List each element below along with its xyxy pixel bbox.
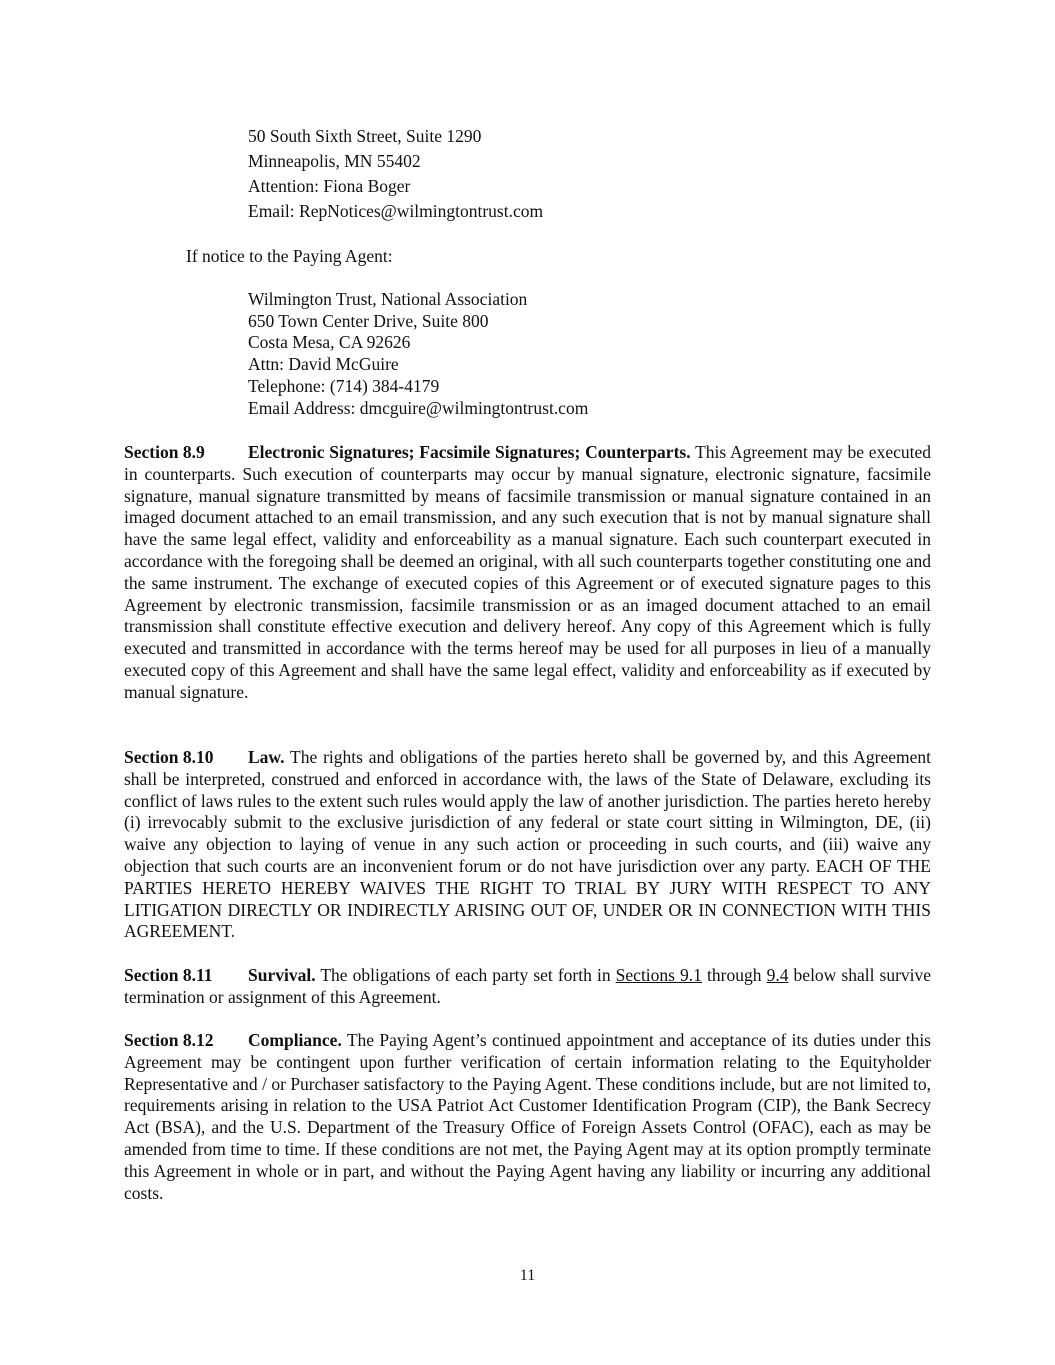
address-block-recipient	[248, 124, 543, 224]
section-number: Section 8.10	[124, 747, 214, 767]
section-body: The Paying Agent’s continued appointment and acceptance of its duties under this Agreement may be contingent upon further verification of certain information relating to the Equityholder Representative and / or Purchaser satisfactory to the Paying Agent. These conditions include, but are not limited to, requirements arising in relation to the USA Patriot Act Customer Identification Program (CIP), the Bank Secrecy Act (BSA), and the U.S. Department of the Treasury Office of Foreign Assets Control (OFAC), each as may be amended from time to time. If these conditions are not met, the Paying Agent may at its option promptly terminate this Agreement in whole or in part, and without the Paying Agent having any liability or incurring any additional costs.	[124, 1030, 931, 1203]
section-body: The rights and obligations of the parties hereto shall be governed by, and this Agreement shall be interpreted, construed and enforced in accordance with, the laws of the State of Delaware, excluding its conflict of laws rules to the extent such rules would apply the law of another jurisdiction. The parties hereto hereby (i) irrevocably submit to the exclusive jurisdiction of any federal or state court sitting in Wilmington, DE, (ii) waive any objection to laying of venue in any such action or proceeding in such courts, and (iii) waive any objection that such courts are an inconvenient forum or do not have jurisdiction over any party. EACH OF THE PARTIES HERETO HEREBY WAIVES THE RIGHT TO TRIAL BY JURY WITH RESPECT TO ANY LITIGATION DIRECTLY OR INDIRECTLY ARISING OUT OF, UNDER OR IN CONNECTION WITH THIS AGREEMENT.	[124, 747, 931, 942]
section-8-11	[124, 965, 931, 1009]
section-title: Survival.	[248, 965, 316, 985]
cross-reference-link[interactable]: 9.4	[766, 965, 789, 985]
paying-agent-intro: If notice to the Paying Agent:	[186, 246, 393, 266]
address-line: Attention: Fiona Boger	[248, 176, 411, 196]
address-line: Minneapolis, MN 55402	[248, 151, 421, 171]
section-8-10	[124, 747, 931, 943]
address-line: 650 Town Center Drive, Suite 800	[248, 310, 489, 331]
section-number: Section 8.11	[124, 965, 213, 985]
address-block-paying-agent	[248, 289, 588, 419]
address-line: Email Address: dmcguire@wilmingtontrust.com	[248, 397, 589, 418]
address-line: Costa Mesa, CA 92626	[248, 332, 411, 353]
section-title: Electronic Signatures; Facsimile Signatures; Counterparts.	[248, 442, 691, 462]
section-number: Section 8.9	[124, 442, 205, 462]
section-body: below shall survive termination or assignment of this Agreement.	[124, 965, 932, 1007]
address-line: 50 South Sixth Street, Suite 1290	[248, 126, 482, 146]
section-8-12	[124, 1030, 931, 1204]
section-body: The obligations of each party set forth in	[320, 965, 611, 985]
section-title: Law.	[248, 747, 285, 767]
section-number: Section 8.12	[124, 1030, 214, 1050]
section-body: through	[707, 965, 762, 985]
section-title: Compliance.	[248, 1030, 342, 1050]
cross-reference-link[interactable]: Sections 9.1	[615, 965, 702, 985]
address-line: Wilmington Trust, National Association	[248, 289, 528, 309]
page-number: 11	[519, 1267, 536, 1284]
address-line: Email: RepNotices@wilmingtontrust.com	[248, 201, 544, 221]
address-line: Telephone: (714) 384-4179	[248, 375, 440, 396]
address-line: Attn: David McGuire	[248, 354, 399, 375]
section-body: This Agreement may be executed in counterparts. Such execution of counterparts may occur by manual signature, electronic signature, facsimile signature, manual signature transmitted by means of facsimile transmission or manual signature contained in an imaged document attached to an email transmission, and any such execution that is not by manual signature shall have the same legal effect, validity and enforceability as a manual signature. Each such counterpart executed in accordance with the foregoing shall be deemed an original, with all such counterparts together constituting one and the same instrument. The exchange of executed copies of this Agreement or of executed signature pages to this Agreement by electronic transmission, facsimile transmission or as an imaged document attached to an email transmission shall constitute effective execution and delivery hereof. Any copy of this Agreement which is fully executed and transmitted in accordance with the terms hereof may be used for all purposes in lieu of a manually executed copy of this Agreement and shall have the same legal effect, validity and enforceability as if executed by manual signature.	[124, 442, 931, 702]
section-8-9	[124, 442, 931, 704]
